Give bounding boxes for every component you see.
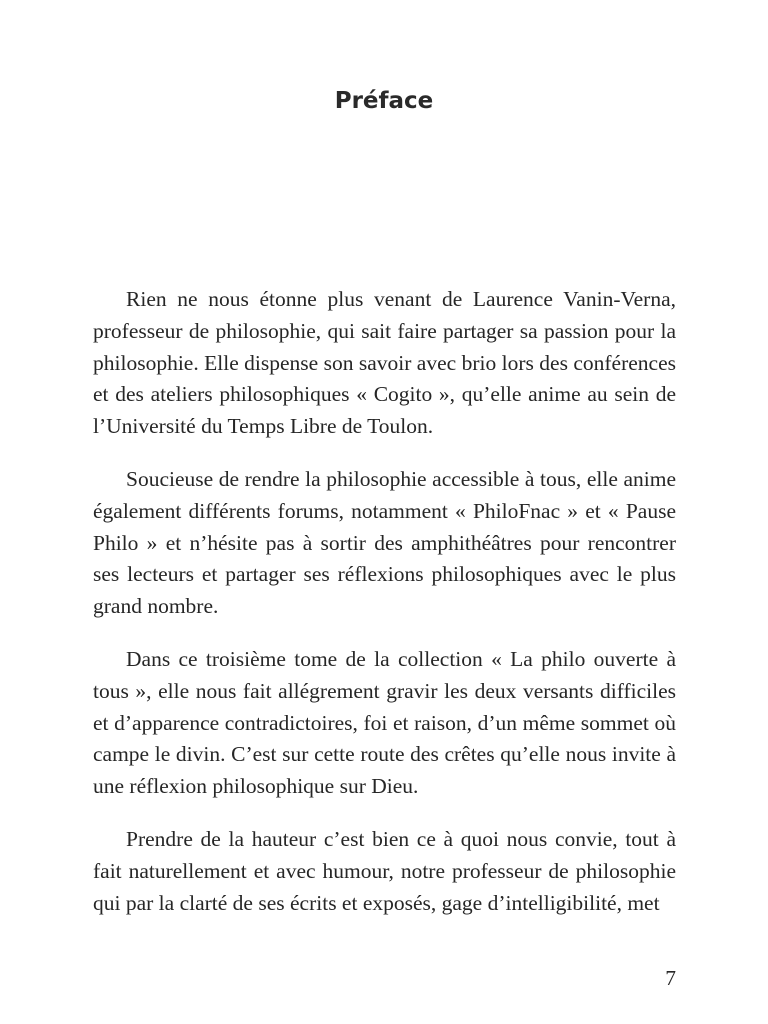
paragraph-1: Rien ne nous étonne plus venant de Laurence Vanin-Verna, professeur de philosophie, qui sait faire partager sa passion pour la philosophie. Elle dispense son savoir avec brio lors des conférences et des ateliers philosophiques « Cogito », qu’elle anime au sein de l’Université du Temps Libre de Toulon. [93, 287, 676, 439]
paragraph-4: Prendre de la hauteur c’est bien ce à quoi nous convie, tout à fait naturellement et avec humour, notre professeur de philosophie qui par la clarté de ses écrits et exposés, gage d’intelligibilité, met [93, 826, 676, 915]
body-text [93, 284, 676, 940]
paragraph-2: Soucieuse de rendre la philosophie accessible à tous, elle anime également différents forums, notamment « PhiloFnac » et « Pause Philo » et n’hésite pas à sortir des amphithéâtres pour rencontrer ses lecteurs et partager ses réflexions philosophiques avec le plus grand nombre. [93, 466, 676, 619]
paragraph-3: Dans ce troisième tome de la collection « La philo ouverte à tous », elle nous fait allégrement gravir les deux versants difficiles et d’apparence contradictoires, foi et raison, d’un même sommet où campe le divin. C’est sur cette route des crêtes qu’elle nous invite à une réflexion philosophique sur Dieu. [93, 646, 676, 799]
page-number: 7 [665, 966, 676, 990]
page-title: Préface [334, 88, 434, 114]
